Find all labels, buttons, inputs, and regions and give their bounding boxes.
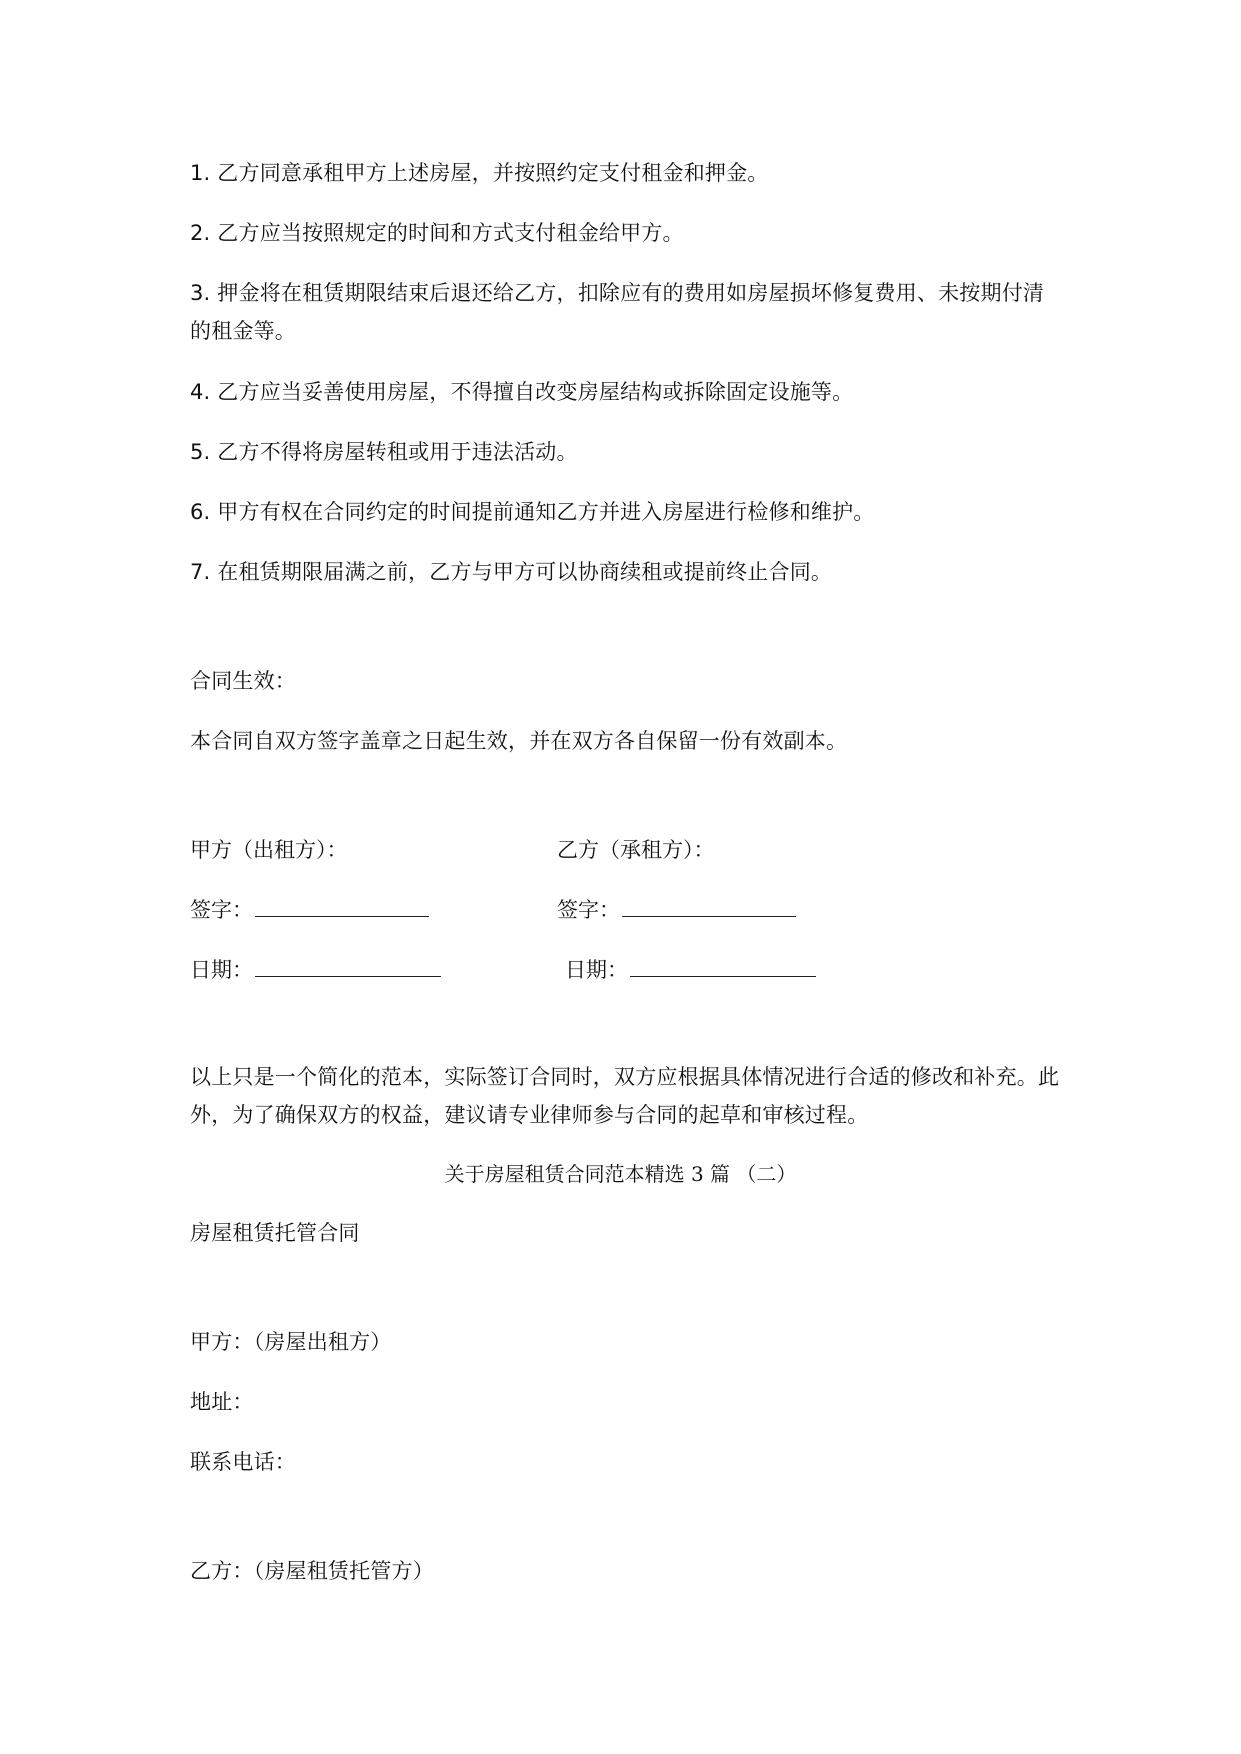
clause-6: 6. 甲方有权在合同约定的时间提前通知乙方并进入房屋进行检修和维护。	[190, 500, 875, 524]
section-title: 关于房屋租赁合同范本精选 3 篇 （二）	[444, 1162, 797, 1186]
party-a-title: 甲方（出租方）：	[190, 838, 348, 862]
contract2-address: 地址：	[190, 1390, 254, 1414]
date-label: 日期：	[565, 958, 628, 982]
sign-label: 签字：	[557, 898, 620, 922]
date-blank	[255, 954, 441, 977]
clause-7: 7. 在租赁期限届满之前，乙方与甲方可以协商续租或提前终止合同。	[190, 560, 833, 584]
signature-blank	[255, 894, 429, 917]
sign-label: 签字：	[190, 898, 253, 922]
effect-heading: 合同生效：	[190, 669, 296, 693]
contract2-title: 房屋租赁托管合同	[190, 1221, 360, 1245]
party-b-title: 乙方（承租方）：	[557, 838, 715, 862]
date-blank	[630, 954, 816, 977]
clause-2: 2. 乙方应当按照规定的时间和方式支付租金给甲方。	[190, 221, 684, 245]
contract2-party-a: 甲方：（房屋出租方）	[190, 1330, 392, 1354]
closing-note: 以上只是一个简化的范本，实际签订合同时，双方应根据具体情况进行合适的修改和补充。此外，为了确保双方的权益，建议请专业律师参与合同的起草和审核过程。	[190, 1065, 1060, 1127]
effect-text: 本合同自双方签字盖章之日起生效，并在双方各自保留一份有效副本。	[190, 729, 848, 753]
date-label: 日期：	[190, 958, 253, 982]
party-a-signature	[190, 891, 429, 929]
signature-blank	[622, 894, 796, 917]
contract2-party-b: 乙方：（房屋租赁托管方）	[190, 1559, 434, 1583]
clause-5: 5. 乙方不得将房屋转租或用于违法活动。	[190, 440, 578, 464]
contract2-phone: 联系电话：	[190, 1450, 296, 1474]
party-b-date	[565, 951, 816, 989]
clause-4: 4. 乙方应当妥善使用房屋，不得擅自改变房屋结构或拆除固定设施等。	[190, 380, 854, 404]
party-a-date	[190, 951, 441, 989]
party-b-signature	[557, 891, 796, 929]
clause-3: 3. 押金将在租赁期限结束后退还给乙方，扣除应有的费用如房屋损坏修复费用、未按期付清的租金等。	[190, 281, 1045, 343]
clause-1: 1. 乙方同意承租甲方上述房屋，并按照约定支付租金和押金。	[190, 161, 769, 185]
